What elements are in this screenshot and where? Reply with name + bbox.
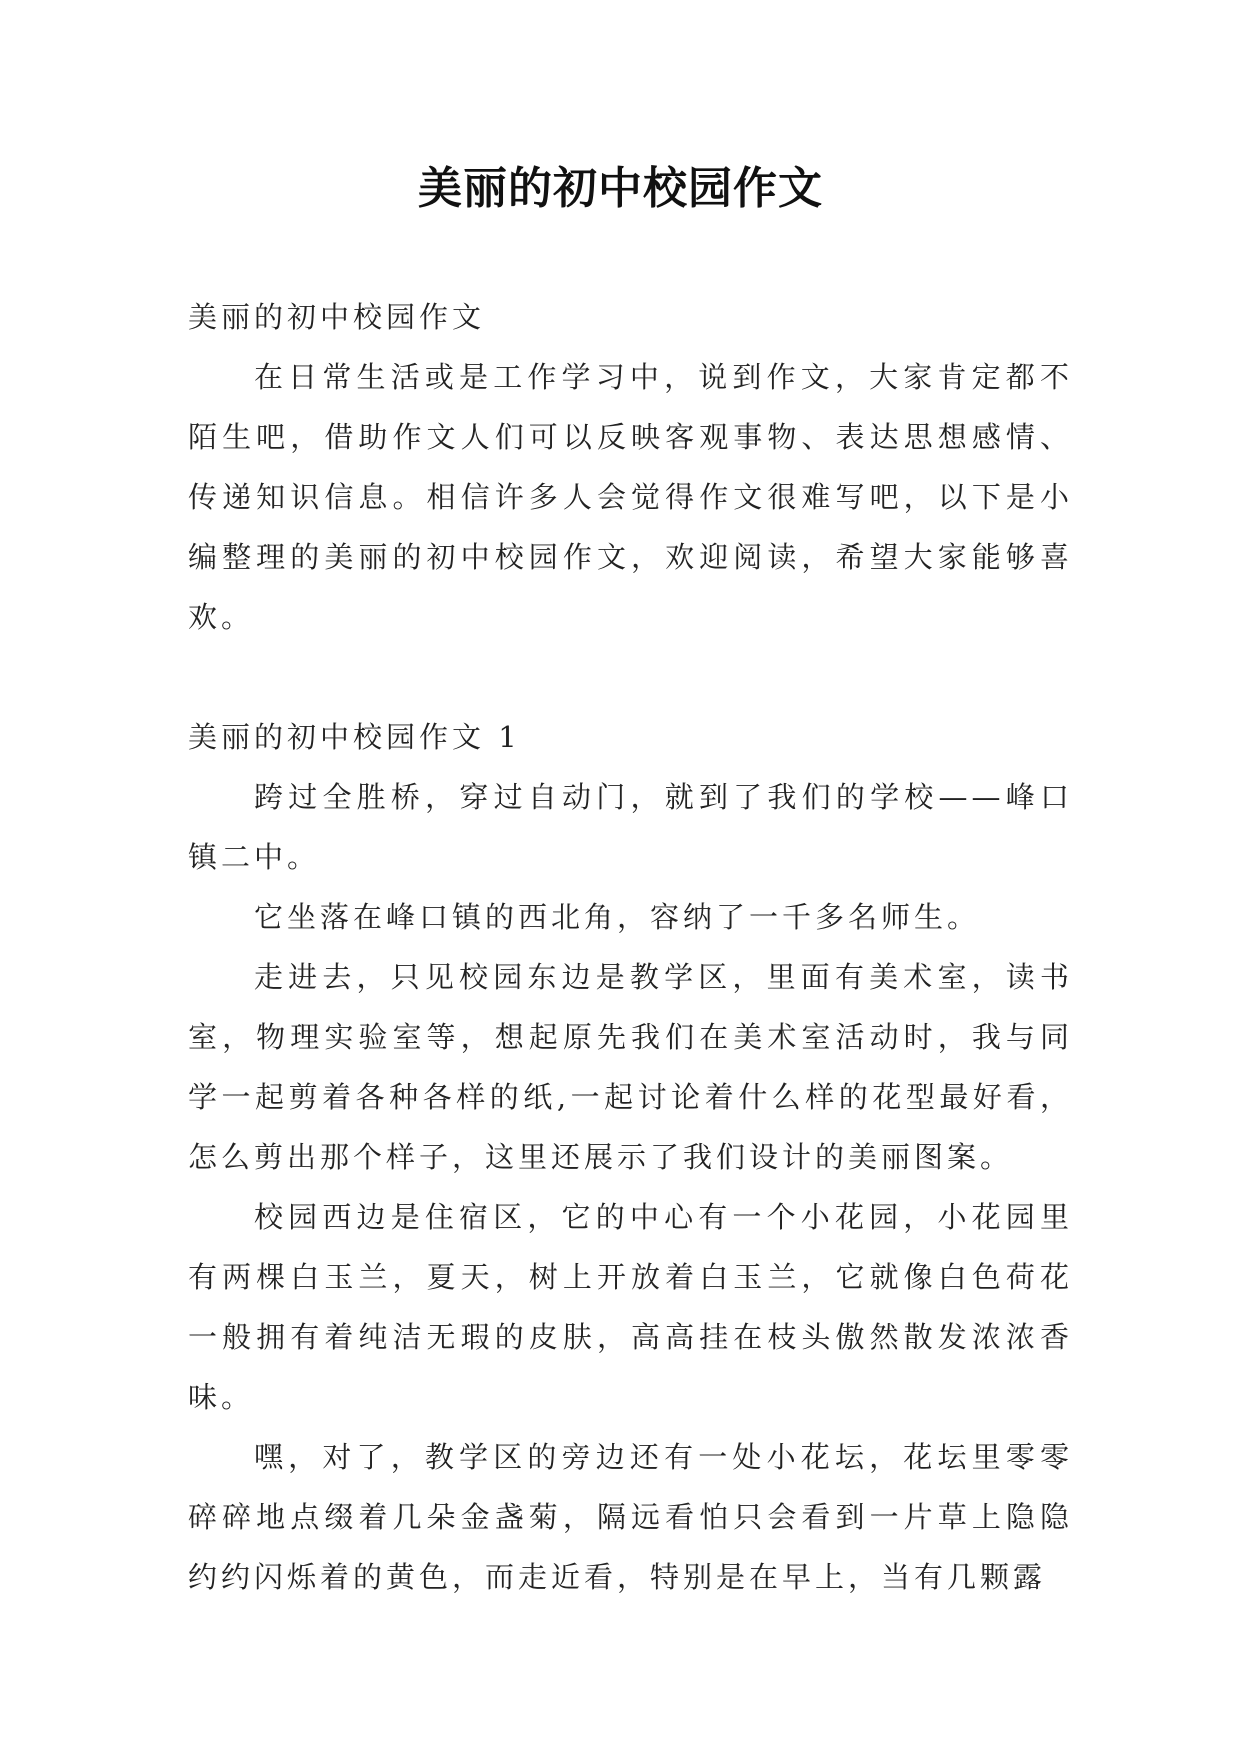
document-title: 美丽的初中校园作文 [418, 163, 823, 214]
section-spacer [188, 647, 1073, 707]
body-paragraph: 它坐落在峰口镇的西北角，容纳了一千多名师生。 [254, 900, 981, 934]
body-paragraph: 嘿，对了，教学区的旁边还有一处小花坛，花坛里零零碎碎地点缀着几朵金盏菊，隔远看怕只会看到一片草上隐隐约约闪烁着的黄色，而走近看，特别是在早上，当有几颗露 [188, 1440, 1073, 1594]
body-paragraph: 校园西边是住宿区，它的中心有一个小花园，小花园里有两棵白玉兰，夏天，树上开放着白玉兰，它就像白色荷花一般拥有着纯洁无瑕的皮肤，高高挂在枝头傲然散发浓浓香味。 [188, 1200, 1073, 1414]
body-paragraph: 走进去，只见校园东边是教学区，里面有美术室，读书室，物理实验室等，想起原先我们在美术室活动时，我与同学一起剪着各种各样的纸,一起讨论着什么样的花型最好看，怎么剪出那个样子，这里还展示了我们设计的美丽图案。 [188, 960, 1073, 1174]
document-body [188, 287, 1073, 1607]
section-heading: 美丽的初中校园作文 1 [188, 720, 521, 754]
intro-paragraph: 在日常生活或是工作学习中，说到作文，大家肯定都不陌生吧，借助作文人们可以反映客观事物、表达思想感情、传递知识信息。相信许多人会觉得作文很难写吧，以下是小编整理的美丽的初中校园作文，欢迎阅读，希望大家能够喜欢。 [188, 360, 1073, 634]
document-subtitle: 美丽的初中校园作文 [188, 300, 486, 334]
body-paragraph: 跨过全胜桥，穿过自动门，就到了我们的学校——峰口镇二中。 [188, 780, 1073, 874]
